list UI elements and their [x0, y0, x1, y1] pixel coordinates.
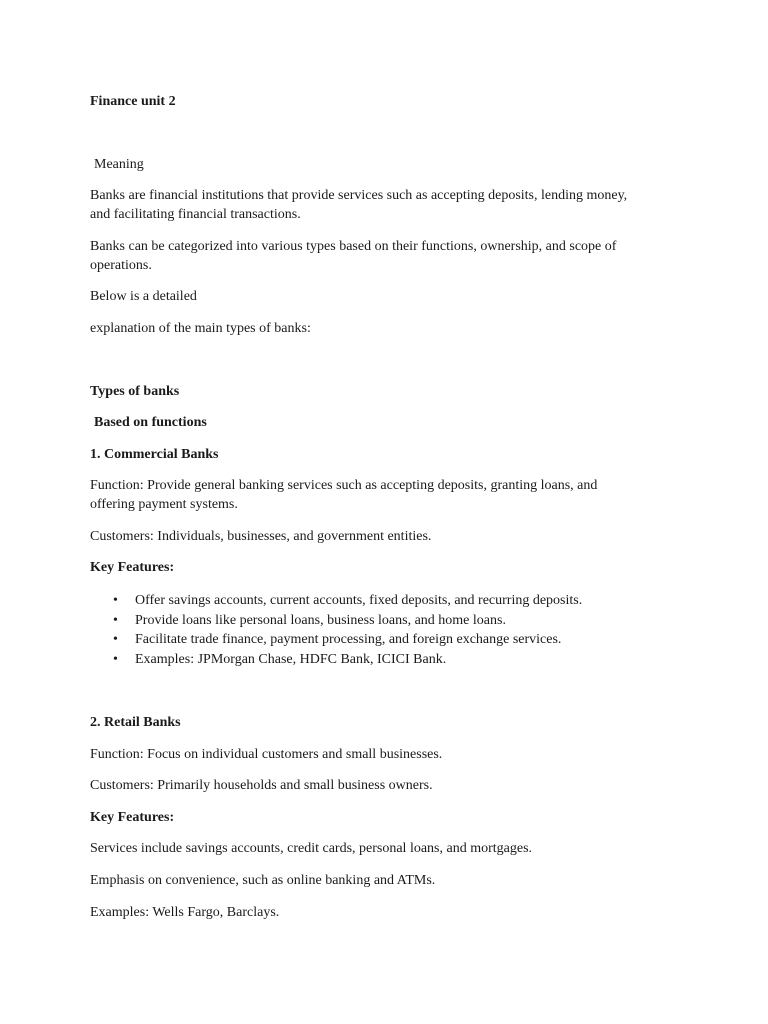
- list-item-text: Examples: JPMorgan Chase, HDFC Bank, ICICI Bank.: [135, 651, 447, 667]
- retail-customers: Customers: Primarily households and small business owners.: [90, 778, 433, 793]
- list-item-text: Offer savings accounts, current accounts, fixed deposits, and recurring deposits.: [135, 593, 583, 608]
- bullet-icon: •: [113, 651, 118, 667]
- intro-paragraph-4: explanation of the main types of banks:: [90, 321, 311, 336]
- list-item: [90, 611, 582, 631]
- list-item: [90, 650, 582, 670]
- based-on-functions-heading: Based on functions: [94, 415, 207, 430]
- retail-services: Services include savings accounts, credit cards, personal loans, and mortgages.: [90, 841, 533, 856]
- intro-paragraph-1-line-2: and facilitating financial transactions.: [90, 207, 301, 222]
- bullet-icon: •: [113, 632, 118, 647]
- document-title: Finance unit 2: [90, 94, 176, 109]
- intro-paragraph-2-line-2: operations.: [90, 258, 152, 273]
- commercial-key-features-label: Key Features:: [90, 560, 175, 575]
- commercial-customers: Customers: Individuals, businesses, and government entities.: [90, 529, 432, 544]
- list-item-text: Facilitate trade finance, payment processing, and foreign exchange services.: [135, 632, 562, 647]
- commercial-features-list: [90, 591, 582, 669]
- retail-banks-heading: 2. Retail Banks: [90, 715, 181, 730]
- intro-paragraph-2-line-1: Banks can be categorized into various types based on their functions, ownership, and scope of: [90, 239, 617, 254]
- list-item: [90, 630, 582, 650]
- bullet-icon: •: [113, 612, 118, 628]
- commercial-function-line-2: offering payment systems.: [90, 497, 238, 512]
- commercial-banks-heading: 1. Commercial Banks: [90, 447, 219, 462]
- meaning-heading: Meaning: [94, 157, 144, 172]
- intro-paragraph-3: Below is a detailed: [90, 289, 197, 304]
- list-item-text: Provide loans like personal loans, business loans, and home loans.: [135, 612, 506, 628]
- list-item: [90, 591, 582, 611]
- retail-examples: Examples: Wells Fargo, Barclays.: [90, 905, 280, 920]
- bullet-icon: •: [113, 593, 118, 608]
- retail-emphasis: Emphasis on convenience, such as online banking and ATMs.: [90, 873, 436, 888]
- intro-paragraph-1-line-1: Banks are financial institutions that provide services such as accepting deposits, lending money,: [90, 188, 628, 203]
- types-of-banks-heading: Types of banks: [90, 384, 180, 399]
- retail-function: Function: Focus on individual customers and small businesses.: [90, 747, 443, 762]
- retail-key-features-label: Key Features:: [90, 810, 175, 825]
- commercial-function-line-1: Function: Provide general banking services such as accepting deposits, granting loans, and: [90, 478, 598, 493]
